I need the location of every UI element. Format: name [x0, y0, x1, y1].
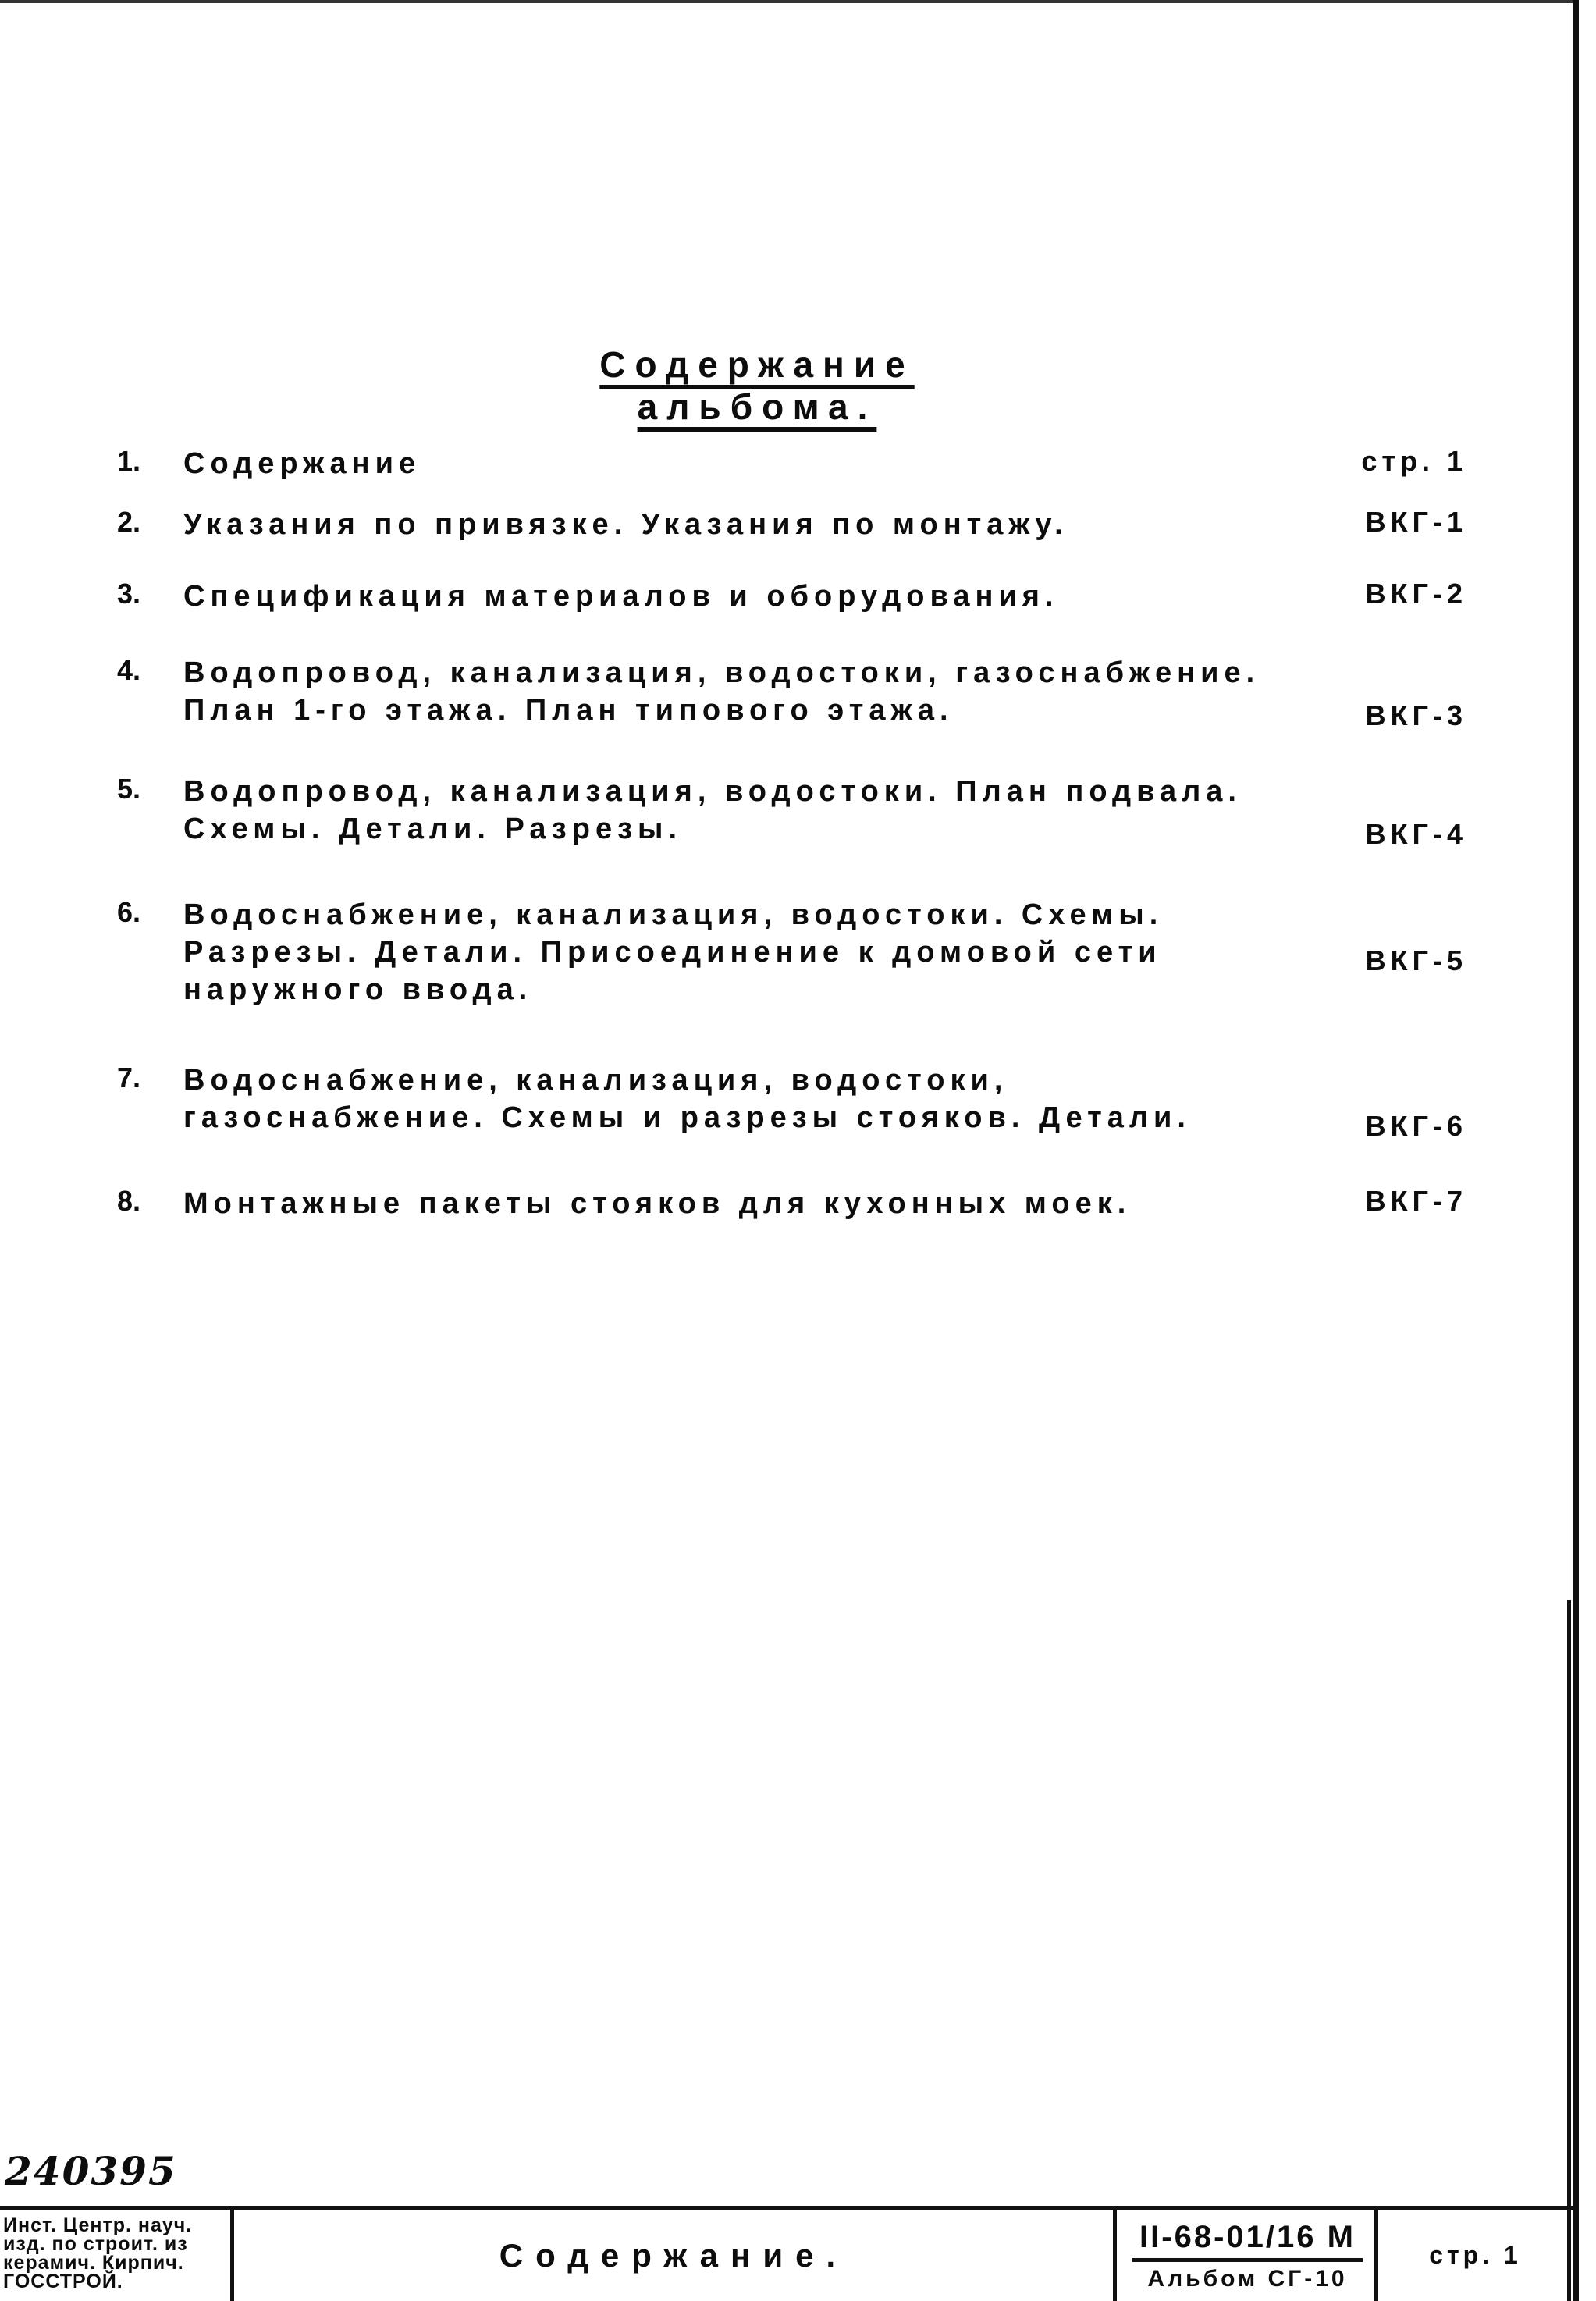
toc-item-text: Монтажные пакеты стояков для кухонных моек.	[183, 1187, 1132, 1220]
title-block-album: Альбом СГ-10	[1147, 2266, 1348, 2292]
toc-item-page: ВКГ-5	[1365, 944, 1467, 976]
toc-item-text: Содержание	[183, 447, 421, 480]
frame-border-right-inner	[1567, 1600, 1571, 2301]
toc-item-text: Водопровод, канализация, водостоки. План подвала. Схемы. Детали. Разрезы.	[183, 775, 1242, 845]
toc-item-number: 6.	[117, 896, 141, 928]
document-title: Содержание альбома.	[599, 344, 915, 427]
toc-item-page: ВКГ-1	[1365, 506, 1467, 538]
title-block	[0, 2206, 1573, 2301]
toc-item-page: ВКГ-4	[1365, 818, 1467, 850]
toc-item-page: ВКГ-3	[1365, 699, 1467, 731]
toc-item-number: 1.	[117, 445, 141, 477]
toc-item-number: 4.	[117, 654, 141, 686]
toc-item-number: 3.	[117, 578, 141, 610]
frame-border-right	[1573, 0, 1579, 2301]
title-block-code-cell	[1113, 2210, 1378, 2301]
toc-item-page: ВКГ-2	[1365, 578, 1467, 610]
toc-item-text: Водопровод, канализация, водостоки, газоснабжение. План 1-го этажа. План типового этажа.	[183, 656, 1260, 727]
toc-item-text: Указания по привязке. Указания по монтажу.	[183, 508, 1068, 541]
toc-item-text: Водоснабжение, канализация, водостоки. Схемы. Разрезы. Детали. Присоединение к домовой сети наружного ввода.	[183, 898, 1164, 1006]
toc-item-page: ВКГ-6	[1365, 1110, 1467, 1142]
inventory-number: 240395	[5, 2148, 177, 2194]
toc-item-text: Спецификация материалов и оборудования.	[183, 580, 1059, 613]
frame-border-top	[0, 0, 1579, 3]
toc-item-number: 7.	[117, 1062, 141, 1094]
toc-item-page: стр. 1	[1361, 445, 1467, 477]
toc-item-page: ВКГ-7	[1365, 1185, 1467, 1217]
toc-item-number: 5.	[117, 773, 141, 805]
title-block-sheet-page: стр. 1	[1429, 2241, 1522, 2269]
title-block-organization: Инст. Центр. науч. изд. по строит. из керамич. Кирпич. ГОССТРОЙ.	[0, 2210, 234, 2301]
toc-item-number: 2.	[117, 506, 141, 538]
toc-item-number: 8.	[117, 1185, 141, 1217]
title-block-series-code: II-68-01/16 М	[1132, 2216, 1363, 2262]
toc-item-text: Водоснабжение, канализация, водостоки, газоснабжение. Схемы и разрезы стояков. Детали.	[183, 1064, 1191, 1134]
title-block-sheet-name: Содержание.	[499, 2237, 848, 2274]
